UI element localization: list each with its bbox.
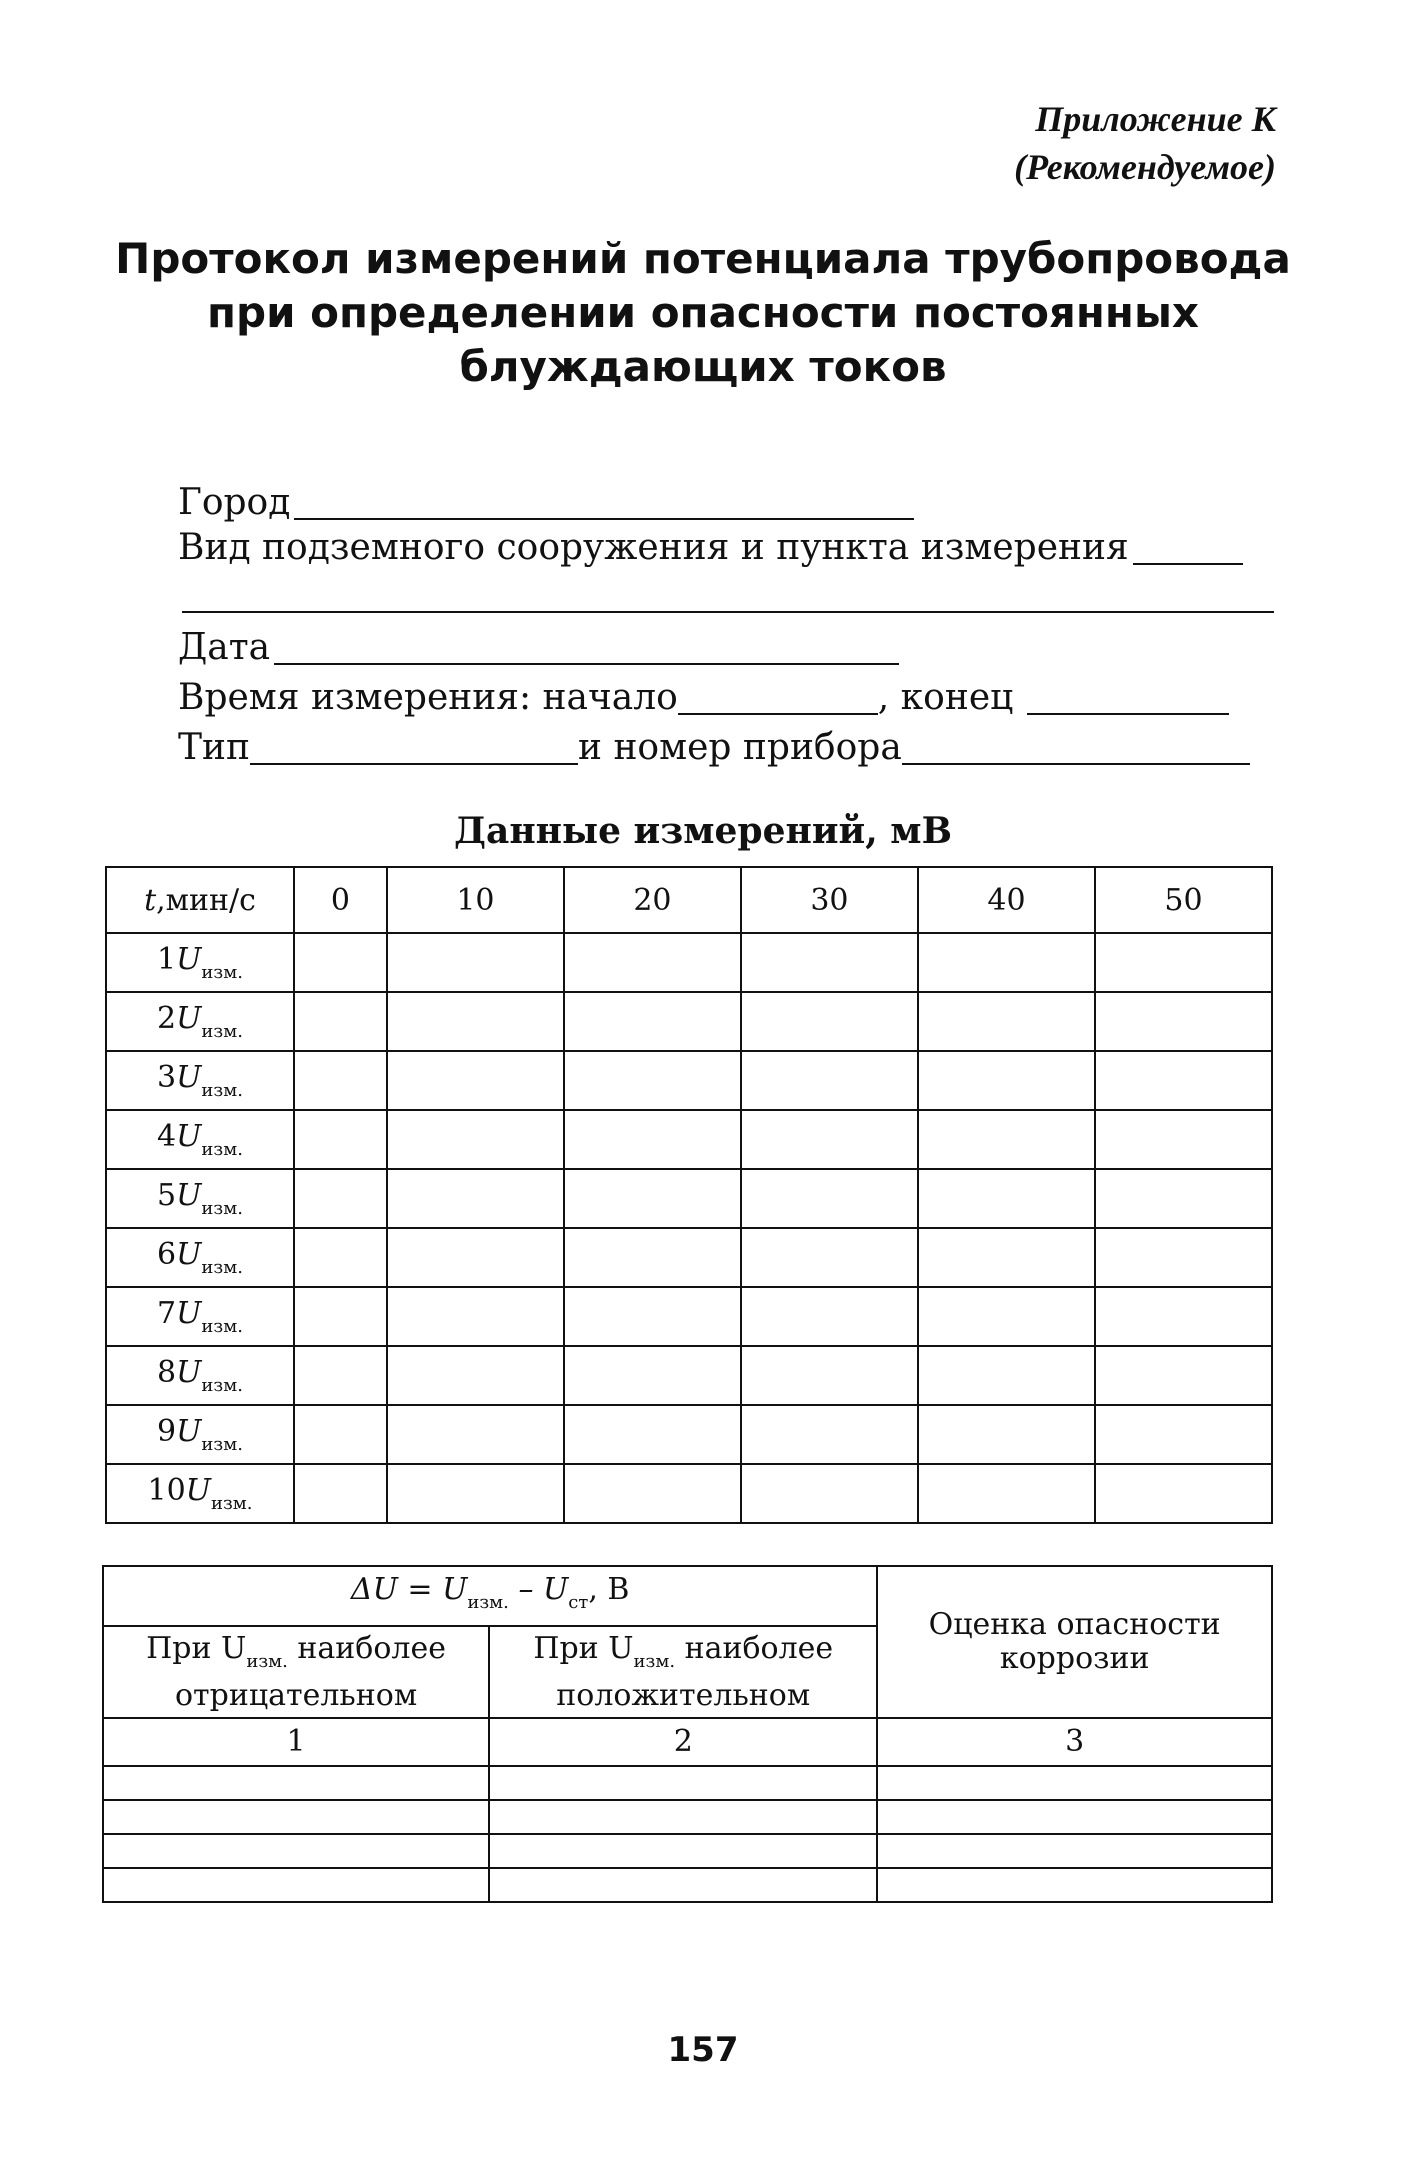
row-index: 1 <box>157 942 177 977</box>
measurement-cell[interactable] <box>1095 1464 1272 1523</box>
hazard-row <box>103 1868 1272 1902</box>
delta-u-header <box>103 1566 877 1626</box>
measurement-row <box>106 1346 1272 1405</box>
negative-header <box>103 1626 489 1718</box>
header-time-label <box>106 867 294 933</box>
positive-sub: изм. <box>633 1650 676 1672</box>
hazard-table <box>102 1565 1273 1903</box>
row-index: 8 <box>157 1355 177 1390</box>
row-u-sub: изм. <box>210 1493 253 1514</box>
header-time-30: 30 <box>741 867 918 933</box>
title-line-3: блуждающих токов <box>459 342 947 391</box>
row-u-sub: изм. <box>201 1375 243 1396</box>
measurements-table <box>105 866 1273 1524</box>
row-label <box>106 1169 294 1228</box>
measurement-cell[interactable] <box>294 1228 387 1287</box>
device-field <box>178 725 1254 771</box>
date-blank[interactable] <box>274 629 899 665</box>
measurement-row <box>106 1228 1272 1287</box>
appendix-status: (Рекомендуемое) <box>1014 147 1276 187</box>
hazard-header-row-1 <box>103 1566 1272 1626</box>
assessment-header <box>877 1566 1272 1718</box>
row-u-var: U <box>176 942 202 977</box>
row-index: 5 <box>157 1178 177 1213</box>
row-label <box>106 1464 294 1523</box>
hazard-body <box>103 1766 1272 1902</box>
measurement-cell[interactable] <box>741 1287 918 1346</box>
structure-blank[interactable] <box>1133 529 1243 565</box>
measurement-cell[interactable] <box>564 1464 741 1523</box>
measurement-cell[interactable] <box>918 1405 1095 1464</box>
device-type-label: Тип <box>178 727 250 768</box>
title-line-2: при определении опасности постоянных <box>206 288 1200 337</box>
measurement-cell[interactable] <box>564 1346 741 1405</box>
measurement-cell[interactable] <box>387 992 564 1051</box>
device-number-blank[interactable] <box>902 729 1250 765</box>
row-label <box>106 1228 294 1287</box>
measurement-cell[interactable] <box>741 1405 918 1464</box>
city-blank[interactable] <box>294 484 914 520</box>
positive-pre: При U <box>533 1630 634 1666</box>
device-number-label: и номер прибора <box>578 727 902 768</box>
row-u-sub: изм. <box>201 1021 243 1042</box>
structure-blank-continued[interactable] <box>182 611 1274 613</box>
delta-u-sub-st: ст <box>568 1591 589 1613</box>
negative-line-1 <box>104 1632 488 1679</box>
measurement-cell[interactable] <box>387 1228 564 1287</box>
measurement-cell[interactable] <box>1095 1346 1272 1405</box>
measurement-cell[interactable] <box>294 1464 387 1523</box>
positive-line-2: положительном <box>556 1677 811 1713</box>
hazard-row <box>103 1834 1272 1868</box>
hazard-cell[interactable] <box>877 1834 1272 1868</box>
measurement-cell[interactable] <box>918 1228 1095 1287</box>
hazard-cell[interactable] <box>103 1800 489 1834</box>
measurement-cell[interactable] <box>741 933 918 992</box>
negative-line-2: отрицательном <box>174 1677 418 1713</box>
measurements-body <box>106 933 1272 1523</box>
measurement-cell[interactable] <box>294 1405 387 1464</box>
appendix-title: Приложение К <box>1035 99 1276 139</box>
positive-header <box>489 1626 877 1718</box>
city-label: Город <box>178 482 291 523</box>
measurement-cell[interactable] <box>741 1228 918 1287</box>
row-index: 4 <box>157 1119 177 1154</box>
row-u-sub: изм. <box>201 1080 243 1101</box>
title-line-1: Протокол измерений потенциала трубопровода <box>115 234 1291 283</box>
row-u-sub: изм. <box>201 1434 243 1455</box>
column-number-3: 3 <box>877 1718 1272 1766</box>
measurement-cell[interactable] <box>918 1051 1095 1110</box>
header-t-var: t <box>144 882 157 918</box>
measurement-cell[interactable] <box>1095 933 1272 992</box>
measurement-cell[interactable] <box>564 1287 741 1346</box>
positive-line-1 <box>490 1632 876 1679</box>
measurement-cell[interactable] <box>1095 1051 1272 1110</box>
negative-sub: изм. <box>246 1650 288 1672</box>
measurement-cell[interactable] <box>294 1169 387 1228</box>
structure-field <box>178 525 1247 571</box>
measurement-cell[interactable] <box>1095 1405 1272 1464</box>
measurement-cell[interactable] <box>294 1346 387 1405</box>
time-start-label: Время измерения: начало <box>178 677 678 718</box>
time-end-blank[interactable] <box>1027 679 1229 715</box>
column-number-2: 2 <box>489 1718 877 1766</box>
row-label <box>106 1110 294 1169</box>
date-label: Дата <box>178 627 271 668</box>
hazard-cell[interactable] <box>103 1766 489 1800</box>
time-end-label: , конец <box>877 677 1014 718</box>
measurement-row <box>106 1169 1272 1228</box>
column-number-1: 1 <box>103 1718 489 1766</box>
measurement-cell[interactable] <box>294 1110 387 1169</box>
device-type-blank[interactable] <box>250 729 578 765</box>
page-title <box>100 232 1306 394</box>
header-time-10: 10 <box>387 867 564 933</box>
measurement-cell[interactable] <box>918 1346 1095 1405</box>
date-field <box>178 625 903 671</box>
row-u-var: U <box>176 1414 202 1449</box>
measurement-cell[interactable] <box>387 1346 564 1405</box>
measurement-cell[interactable] <box>294 933 387 992</box>
measurement-cell[interactable] <box>1095 1110 1272 1169</box>
row-index: 10 <box>147 1473 186 1508</box>
measurement-cell[interactable] <box>1095 1287 1272 1346</box>
measurement-cell[interactable] <box>387 1051 564 1110</box>
hazard-cell[interactable] <box>877 1766 1272 1800</box>
row-u-var: U <box>176 1060 202 1095</box>
measurement-row <box>106 1405 1272 1464</box>
column-number-row <box>103 1718 1272 1766</box>
measurement-row <box>106 1287 1272 1346</box>
row-label <box>106 1405 294 1464</box>
row-u-var: U <box>176 1296 202 1331</box>
row-index: 9 <box>157 1414 177 1449</box>
measurement-cell[interactable] <box>564 1228 741 1287</box>
hazard-cell[interactable] <box>103 1868 489 1902</box>
row-index: 7 <box>157 1296 177 1331</box>
measurement-cell[interactable] <box>741 1346 918 1405</box>
row-label <box>106 933 294 992</box>
measurement-cell[interactable] <box>387 1169 564 1228</box>
appendix-label <box>1014 95 1276 191</box>
row-index: 3 <box>157 1060 177 1095</box>
hazard-cell[interactable] <box>103 1834 489 1868</box>
measurement-cell[interactable] <box>294 992 387 1051</box>
measurement-cell[interactable] <box>564 1169 741 1228</box>
measurement-cell[interactable] <box>294 1287 387 1346</box>
header-time-20: 20 <box>564 867 741 933</box>
delta-u-formula: ΔU = U <box>350 1571 468 1607</box>
measurement-row <box>106 933 1272 992</box>
measurement-cell[interactable] <box>564 992 741 1051</box>
header-time-units: ,мин/с <box>156 882 256 918</box>
measurement-cell[interactable] <box>1095 992 1272 1051</box>
measurement-cell[interactable] <box>387 1287 564 1346</box>
measurement-cell[interactable] <box>918 933 1095 992</box>
measurement-cell[interactable] <box>387 933 564 992</box>
measurements-caption: Данные измерений, мВ <box>453 810 952 852</box>
row-u-var: U <box>176 1355 202 1390</box>
measurement-cell[interactable] <box>741 1169 918 1228</box>
row-label <box>106 1287 294 1346</box>
hazard-cell[interactable] <box>489 1766 877 1800</box>
time-field <box>178 675 1233 721</box>
delta-u-units: , B <box>588 1571 630 1607</box>
measurement-cell[interactable] <box>918 1169 1095 1228</box>
hazard-cell[interactable] <box>489 1834 877 1868</box>
row-u-sub: изм. <box>201 962 243 983</box>
measurement-cell[interactable] <box>741 1464 918 1523</box>
row-index: 2 <box>157 1001 177 1036</box>
measurement-row <box>106 1464 1272 1523</box>
delta-u-sub: изм. <box>467 1591 509 1613</box>
row-label <box>106 1051 294 1110</box>
row-u-var: U <box>176 1178 202 1213</box>
measurement-cell[interactable] <box>387 1464 564 1523</box>
hazard-row <box>103 1800 1272 1834</box>
row-u-sub: изм. <box>201 1316 243 1337</box>
row-u-sub: изм. <box>201 1198 243 1219</box>
measurement-cell[interactable] <box>294 1051 387 1110</box>
row-u-var: U <box>176 1237 202 1272</box>
hazard-cell[interactable] <box>877 1800 1272 1834</box>
negative-post: наиболее <box>287 1630 446 1666</box>
positive-post: наиболее <box>675 1630 834 1666</box>
measurement-cell[interactable] <box>564 933 741 992</box>
measurement-cell[interactable] <box>741 1110 918 1169</box>
measurement-cell[interactable] <box>1095 1228 1272 1287</box>
measurement-row <box>106 992 1272 1051</box>
hazard-cell[interactable] <box>489 1868 877 1902</box>
measurement-cell[interactable] <box>918 1464 1095 1523</box>
measurement-cell[interactable] <box>387 1110 564 1169</box>
row-u-var: U <box>185 1473 211 1508</box>
negative-pre: При U <box>146 1630 247 1666</box>
measurement-cell[interactable] <box>564 1405 741 1464</box>
header-time-50: 50 <box>1095 867 1272 933</box>
measurement-cell[interactable] <box>564 1110 741 1169</box>
time-start-blank[interactable] <box>678 679 878 715</box>
assessment-line-2: коррозии <box>999 1641 1150 1676</box>
city-field <box>178 480 918 526</box>
row-u-sub: изм. <box>201 1257 243 1278</box>
assessment-line-1: Оценка опасности <box>928 1607 1221 1642</box>
measurement-cell[interactable] <box>918 1110 1095 1169</box>
page-number: 157 <box>667 2030 739 2070</box>
row-u-sub: изм. <box>201 1139 243 1160</box>
measurement-cell[interactable] <box>918 992 1095 1051</box>
measurement-cell[interactable] <box>387 1405 564 1464</box>
measurements-header-row <box>106 867 1272 933</box>
row-label <box>106 992 294 1051</box>
row-u-var: U <box>176 1119 202 1154</box>
header-time-40: 40 <box>918 867 1095 933</box>
measurement-cell[interactable] <box>918 1287 1095 1346</box>
hazard-row <box>103 1766 1272 1800</box>
measurement-cell[interactable] <box>1095 1169 1272 1228</box>
measurement-cell[interactable] <box>564 1051 741 1110</box>
row-label <box>106 1346 294 1405</box>
measurement-cell[interactable] <box>741 1051 918 1110</box>
structure-label: Вид подземного сооружения и пункта измерения <box>178 527 1129 568</box>
measurement-row <box>106 1110 1272 1169</box>
row-u-var: U <box>176 1001 202 1036</box>
hazard-cell[interactable] <box>877 1868 1272 1902</box>
measurement-cell[interactable] <box>741 992 918 1051</box>
hazard-cell[interactable] <box>489 1800 877 1834</box>
measurement-row <box>106 1051 1272 1110</box>
header-time-0: 0 <box>294 867 387 933</box>
row-index: 6 <box>157 1237 177 1272</box>
delta-u-minus: – U <box>508 1571 569 1607</box>
